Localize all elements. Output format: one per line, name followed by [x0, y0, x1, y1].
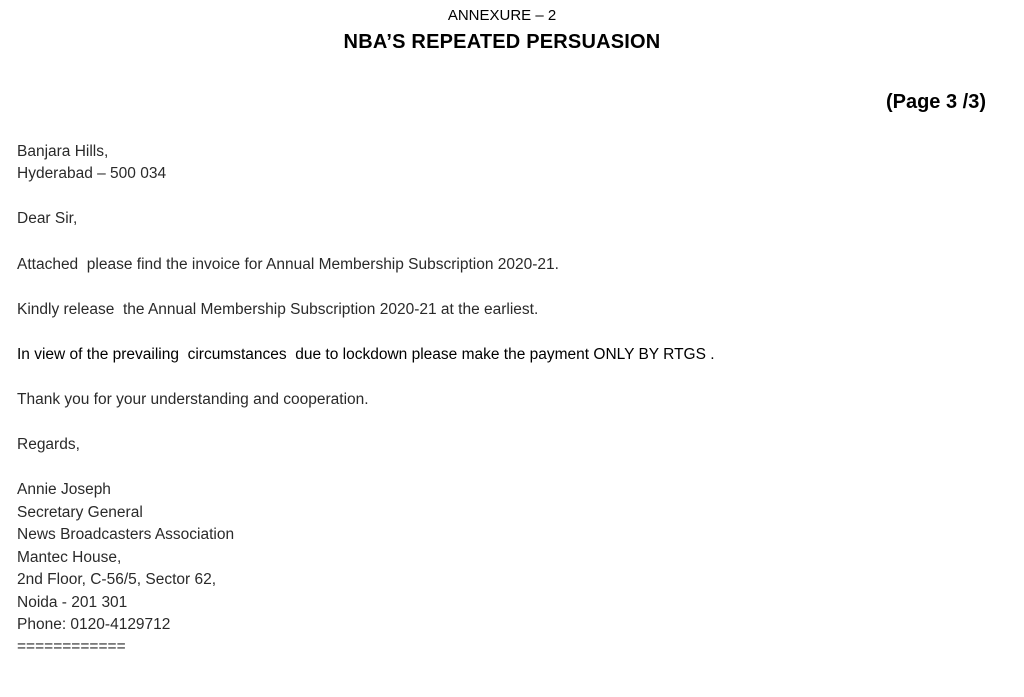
divider-line: ============ [17, 638, 126, 655]
address-line-2: Hyderabad – 500 034 [17, 165, 167, 182]
signature-name: Annie Joseph [17, 481, 111, 498]
signature-street: 2nd Floor, C-56/5, Sector 62, [17, 571, 217, 588]
paragraph-rtgs-notice: In view of the prevailing circumstances due to lockdown please make the payment ONLY BY RTGS . [17, 346, 715, 363]
paragraph-release: Kindly release the Annual Membership Subscription 2020-21 at the earliest. [17, 301, 539, 318]
annexure-label: ANNEXURE – 2 [447, 7, 557, 24]
document-title: NBA’S REPEATED PERSUASION [343, 31, 661, 53]
page-number: (Page 3 /3) [885, 91, 986, 113]
signature-city: Noida - 201 301 [17, 594, 128, 611]
salutation: Dear Sir, [17, 210, 78, 227]
signature-phone: Phone: 0120-4129712 [17, 616, 171, 633]
paragraph-thanks: Thank you for your understanding and cooperation. [17, 391, 369, 408]
signature-building: Mantec House, [17, 549, 122, 566]
paragraph-invoice: Attached please find the invoice for Annual Membership Subscription 2020-21. [17, 256, 559, 273]
signature-organization: News Broadcasters Association [17, 526, 235, 543]
address-line-1: Banjara Hills, [17, 143, 109, 160]
closing: Regards, [17, 436, 80, 453]
signature-designation: Secretary General [17, 504, 143, 521]
